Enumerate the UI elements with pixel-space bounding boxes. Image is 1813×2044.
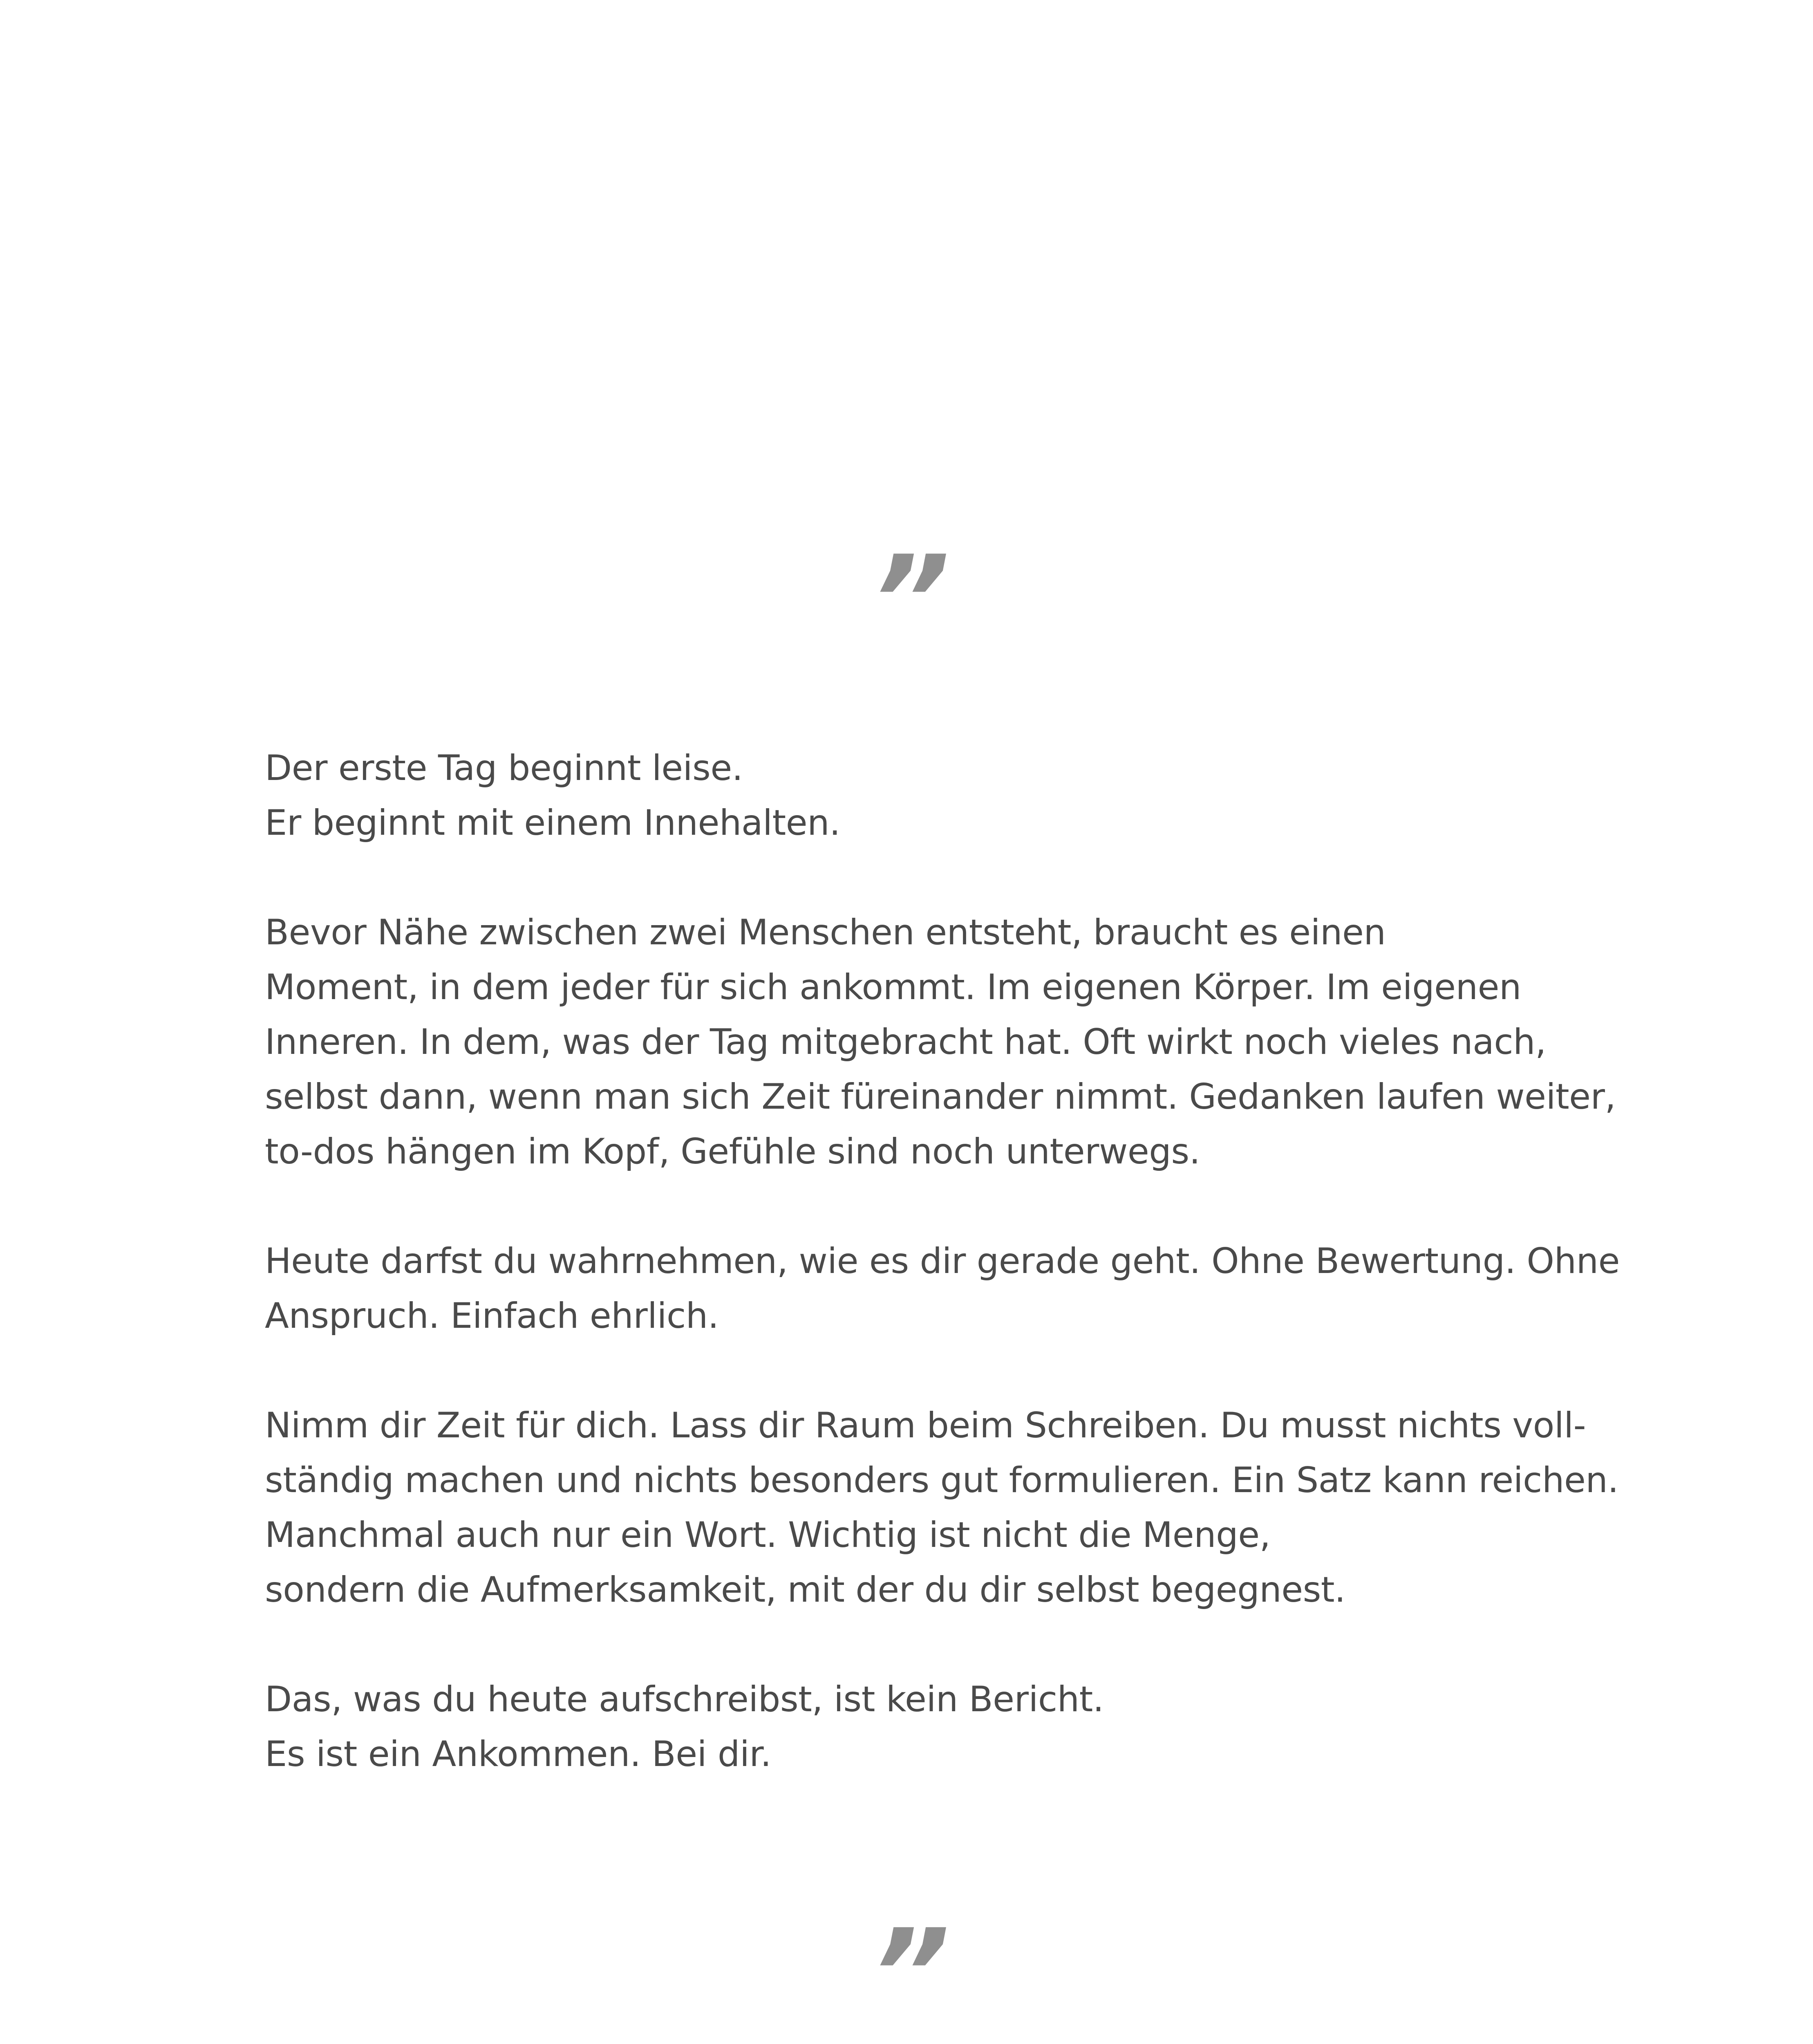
text-line: ständig machen und nichts besonders gut formulieren. Ein Satz kann reichen. [265,1460,1619,1501]
paragraph-arrival [265,905,1616,1179]
text-line: selbst dann, wenn man sich Zeit füreinander nimmt. Gedanken laufen weiter, [265,1076,1616,1117]
text-line: Heute darfst du wahrnehmen, wie es dir gerade geht. Ohne Bewertung. Ohne [265,1241,1620,1282]
body-text [265,741,1620,1836]
text-line: Inneren. In dem, was der Tag mitgebracht hat. Oft wirkt noch vieles nach, [265,1022,1546,1062]
text-line: sondern die Aufmerksamkeit, mit der du dir selbst begegnest. [265,1569,1345,1610]
text-line: Es ist ein Ankommen. Bei dir. [265,1734,772,1775]
paragraph-perceive [265,1234,1620,1343]
paragraph-intro [265,741,1573,850]
text-line: Bevor Nähe zwischen zwei Menschen entsteht, braucht es einen [265,912,1386,953]
text-line: to-dos hängen im Kopf, Gefühle sind noch unterwegs. [265,1131,1200,1172]
text-line: Nimm dir Zeit für dich. Lass dir Raum beim Schreiben. Du musst nichts voll- [265,1405,1586,1446]
closing-quote-mark: ” [871,1903,942,2044]
paragraph-writing [265,1398,1619,1617]
text-line: Moment, in dem jeder für sich ankommt. Im eigenen Körper. Im eigenen [265,967,1522,1008]
text-line: Der erste Tag beginnt leise. [265,748,743,789]
text-line: Das, was du heute aufschreibst, ist kein Bericht. [265,1679,1104,1720]
paragraph-closing [265,1672,1573,1782]
opening-quote-mark: ” [871,529,942,672]
text-line: Manchmal auch nur ein Wort. Wichtig ist nicht die Menge, [265,1515,1271,1555]
text-line: Er beginnt mit einem Innehalten. [265,802,840,843]
text-line: Anspruch. Einfach ehrlich. [265,1295,719,1336]
